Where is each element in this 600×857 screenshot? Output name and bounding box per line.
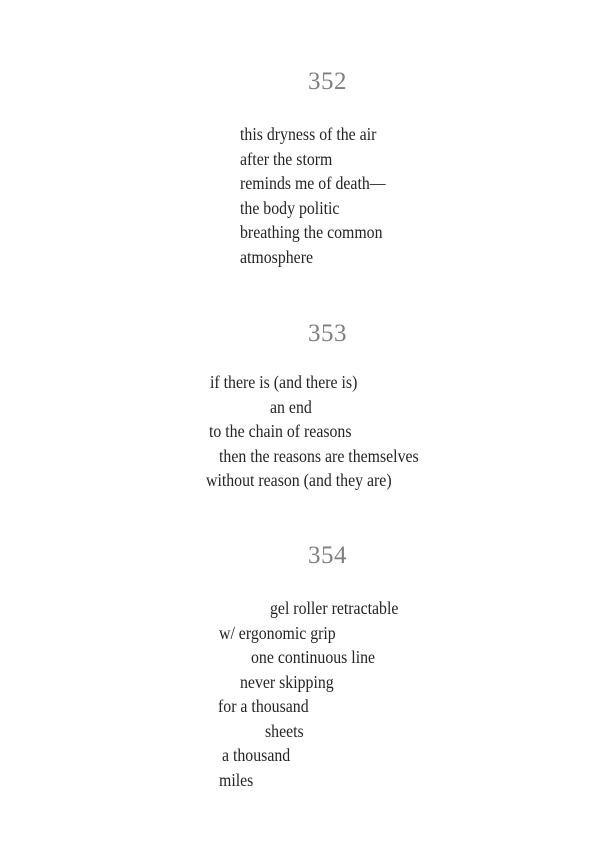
poem-line: without reason (and they are) xyxy=(206,470,392,490)
poem-line: a thousand xyxy=(222,745,291,765)
poem-line: never skipping xyxy=(240,671,334,692)
poem-line: atmosphere xyxy=(240,246,314,267)
poem-line: sheets xyxy=(265,720,304,741)
poem-body xyxy=(218,596,416,792)
poem-line: to the chain of reasons xyxy=(209,421,352,441)
poem-number: 352 xyxy=(308,68,347,95)
poem-line: then the reasons are themselves xyxy=(219,445,419,466)
poem-line: gel roller retractable xyxy=(270,598,399,618)
poem-body xyxy=(240,122,405,269)
poem-number: 353 xyxy=(308,320,347,347)
poem-line: miles xyxy=(219,769,254,790)
poem-line: an end xyxy=(270,396,312,417)
poem-line: one continuous line xyxy=(251,647,376,667)
poem-line: for a thousand xyxy=(218,696,309,716)
poem-number: 354 xyxy=(308,542,347,569)
poem-line: if there is (and there is) xyxy=(210,372,358,392)
poem-line: w/ ergonomic grip xyxy=(219,622,336,643)
poem-line: after the storm xyxy=(240,148,333,169)
poem-body xyxy=(206,370,446,493)
poem-line: the body politic xyxy=(240,197,340,218)
poem-line: reminds me of death— xyxy=(240,173,386,193)
poem-line: breathing the common xyxy=(240,222,383,242)
poem-line: this dryness of the air xyxy=(240,124,377,144)
